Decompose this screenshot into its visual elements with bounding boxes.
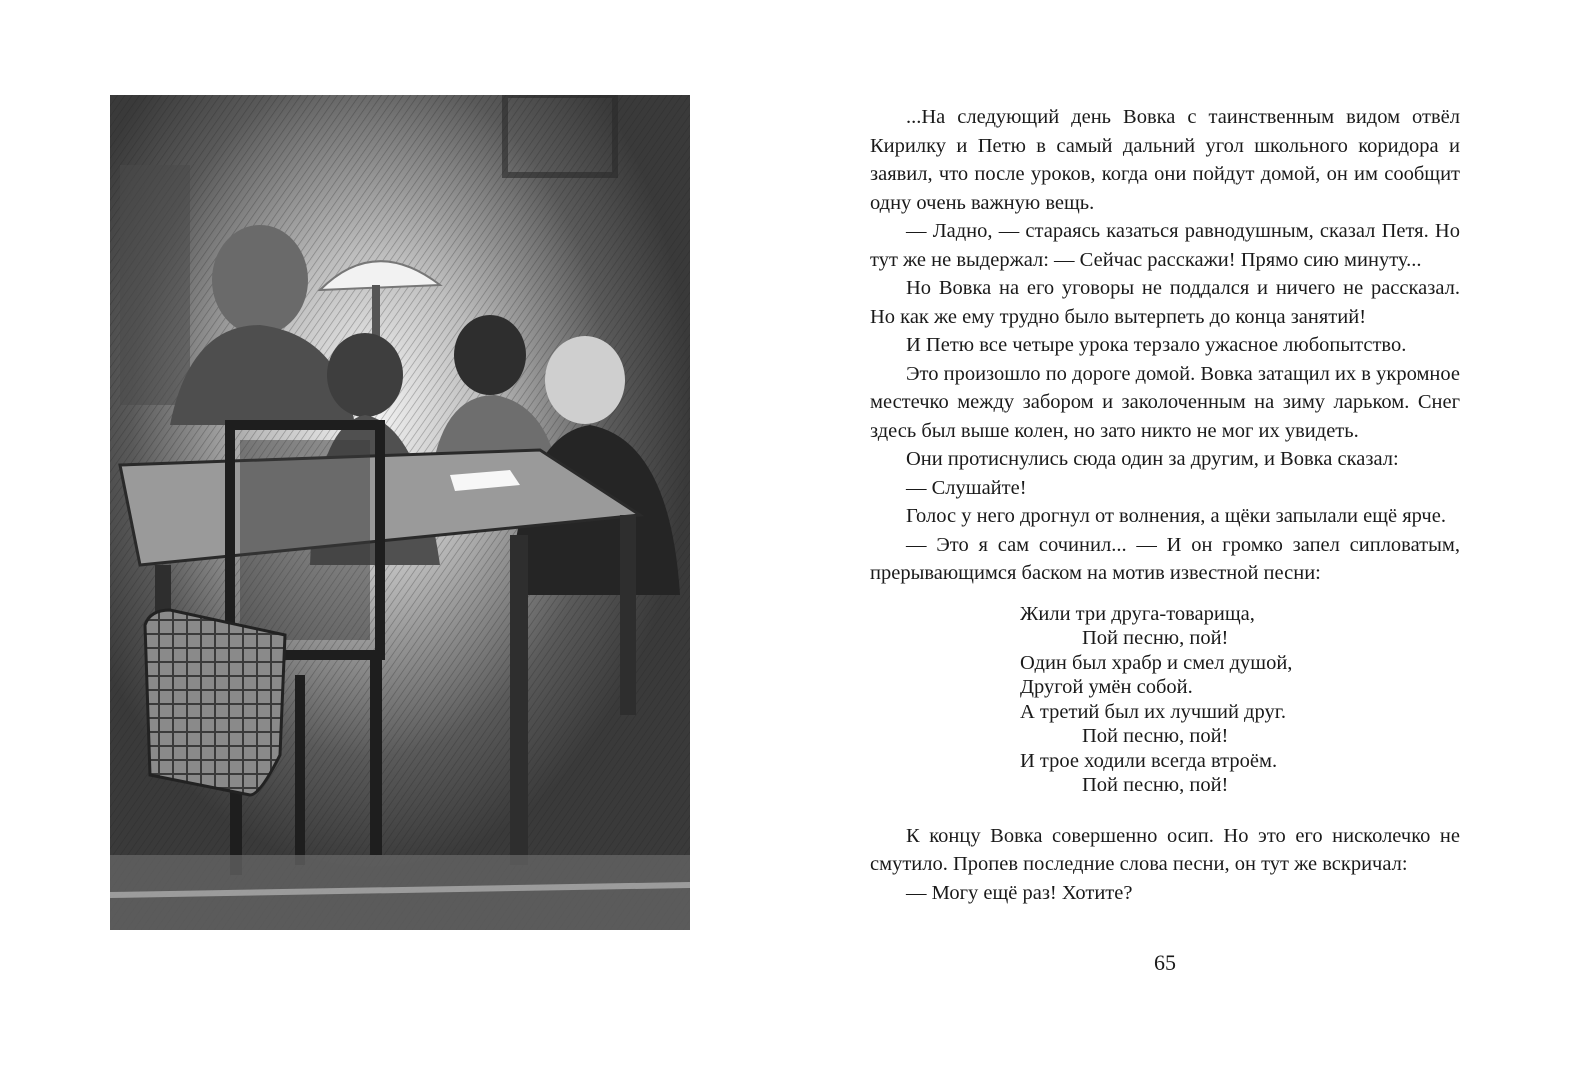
poem-refrain-line: Пой песню, пой! <box>1082 627 1229 649</box>
paragraph: К концу Вовка совершенно осип. Но это его нисколечко не смутило. Пропев последние слова песни, он тут же вскричал: <box>870 824 1460 875</box>
text-page <box>870 103 1460 907</box>
poem-line: Другой умён собой. <box>1020 676 1193 698</box>
paragraph: И Петю все четыре урока терзало ужасное любопытство. <box>906 334 1407 356</box>
poem-line: Один был храбр и смел душой, <box>1020 651 1293 674</box>
poem-line: И трое ходили всегда втроём. <box>1020 749 1278 772</box>
paragraph: ...На следующий день Вовка с таинственным видом отвёл Кирилку и Петю в самый дальний угол школьного коридора и заявил, что после уроков, когда они пойдут домой, он им сообщит одну очень важную вещь. <box>870 106 1460 214</box>
poem-refrain-line: Пой песню, пой! <box>1082 725 1229 747</box>
paragraph: Это произошло по дороге домой. Вовка затащил их в укромное местечко между забором и заколоченным на зиму ларьком. Снег здесь был выше колен, но зато никто не мог их увидеть. <box>870 362 1460 442</box>
paragraph: — Могу ещё раз! Хотите? <box>906 881 1133 904</box>
poem <box>1020 602 1460 798</box>
poem-refrain-line: Пой песню, пой! <box>1082 774 1229 796</box>
paragraph: — Слушайте! <box>906 476 1027 499</box>
paragraph: Но Вовка на его уговоры не поддался и ничего не рассказал. Но как же ему трудно было вытерпеть до конца занятий! <box>870 277 1460 328</box>
pencil-sketch-illustration-icon <box>110 95 690 930</box>
poem-line: А третий был их лучший друг. <box>1020 700 1286 723</box>
paragraph: Они протиснулись сюда один за другим, и Вовка сказал: <box>906 448 1399 470</box>
paragraph: — Ладно, — стараясь казаться равнодушным, сказал Петя. Но тут же не выдержал: — Сейчас расскажи! Прямо сию минуту... <box>870 220 1460 271</box>
paragraph: Голос у него дрогнул от волнения, а щёки запылали ещё ярче. <box>906 505 1446 527</box>
paragraph: — Это я сам сочинил... — И он громко запел сипловатым, прерывающимся баском на мотив известной песни: <box>870 533 1460 584</box>
poem-line: Жили три друга-товарища, <box>1020 602 1255 625</box>
page-number: 65 <box>1154 950 1176 975</box>
book-illustration <box>110 95 690 930</box>
